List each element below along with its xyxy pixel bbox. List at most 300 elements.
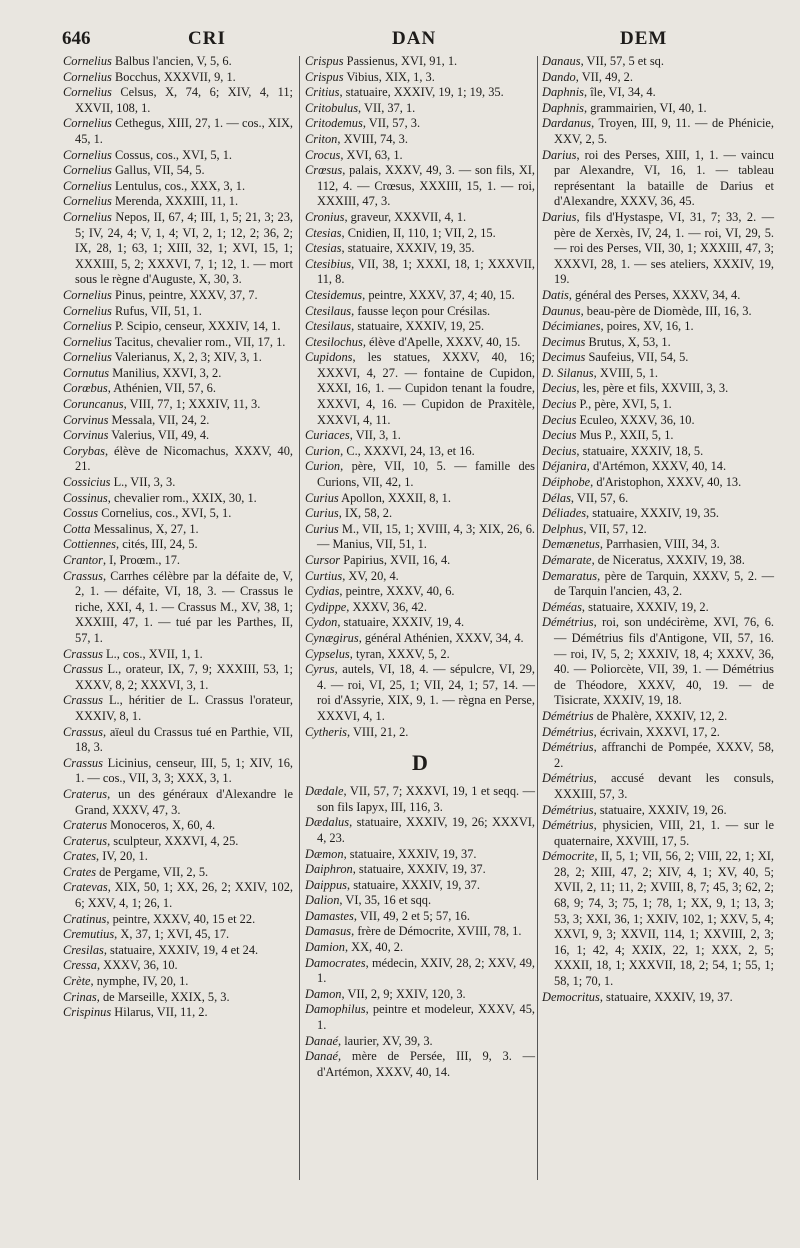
entry-references: Valerianus, X, 2, 3; XIV, 3, 1. xyxy=(111,350,262,365)
index-entry xyxy=(63,475,293,491)
entry-headword: Crassus xyxy=(63,724,103,739)
entry-headword: Cornelius xyxy=(63,287,112,302)
index-entry xyxy=(305,444,535,460)
entry-references: , physicien, VIII, 21, 1. — sur le quaternaire, XXVIII, 17, 5. xyxy=(554,818,774,848)
entry-references: , XX, 40, 2. xyxy=(344,940,404,955)
entry-headword: Cynægirus xyxy=(305,630,359,645)
entry-headword: Cremutius xyxy=(63,927,115,942)
entry-references: Cornelius, cos., XVI, 5, 1. xyxy=(98,506,232,521)
entry-headword: Danaé xyxy=(305,1033,339,1048)
index-entry xyxy=(63,849,293,865)
entry-headword: Democritus xyxy=(542,989,600,1004)
index-entry xyxy=(305,1002,535,1033)
entry-headword: Déliades xyxy=(542,506,587,521)
entry-references: Balbus l'ancien, V, 5, 6. xyxy=(111,54,232,68)
entry-references: , peintre, XXXV, 40, 6. xyxy=(339,584,455,599)
entry-headword: Dando xyxy=(542,69,576,84)
entry-references: , sculpteur, XXXVI, 4, 25. xyxy=(107,833,239,848)
entry-headword: Demaratus xyxy=(542,568,598,583)
index-entry xyxy=(63,163,293,179)
entry-headword: Cypselus xyxy=(305,646,350,661)
index-entry xyxy=(305,85,535,101)
entry-references: , cités, III, 24, 5. xyxy=(116,537,198,552)
entry-headword: Crates xyxy=(63,864,97,879)
entry-references: , de Niceratus, XXXIV, 19, 38. xyxy=(591,553,745,567)
index-entry xyxy=(542,335,774,351)
column-rule-right xyxy=(537,56,538,1180)
index-entry xyxy=(305,116,535,132)
entry-headword: Cornelius xyxy=(63,209,112,224)
index-entry xyxy=(542,70,774,86)
entry-headword: Cyrus xyxy=(305,662,335,677)
entry-references: , VII, 57, 6. xyxy=(570,490,629,505)
index-entry xyxy=(305,54,535,70)
entry-references: , VIII, 21, 2. xyxy=(347,724,409,739)
entry-references: , Troyen, III, 9, 11. — de Phénicie, XXV, 2, 5. xyxy=(554,116,774,146)
entry-headword: Démétrius xyxy=(542,802,594,817)
entry-headword: Démétrius xyxy=(542,818,594,833)
entry-headword: Cornelius xyxy=(63,69,112,84)
index-entry xyxy=(63,491,293,507)
entry-headword: Damion xyxy=(305,940,345,955)
entry-references: Cethegus, XIII, 27, 1. — cos., XIX, 45, 1. xyxy=(75,116,293,146)
entry-references: , VII, 2, 9; XXIV, 120, 3. xyxy=(341,986,466,1001)
entry-references: Vibius, XIX, 1, 3. xyxy=(343,69,435,84)
entry-references: M., VII, 15, 1; XVIII, 4, 3; XIX, 26, 6. — Manius, VII, 51, 1. xyxy=(317,521,535,552)
index-entry xyxy=(63,350,293,366)
entry-references: Cossus, cos., XVI, 5, 1. xyxy=(111,147,233,162)
entry-headword: Crassus xyxy=(63,693,103,708)
index-entry xyxy=(542,506,774,522)
index-entry xyxy=(305,784,535,815)
index-entry xyxy=(542,600,774,616)
entry-references: Eculeo, XXXV, 36, 10. xyxy=(576,412,695,427)
index-entry xyxy=(63,366,293,382)
entry-headword: Démocrite xyxy=(542,849,595,864)
entry-references: Hilarus, VII, 11, 2. xyxy=(111,1005,208,1020)
index-entry xyxy=(542,413,774,429)
entry-references: , palais, XXXV, 49, 3. — son fils, XI, 112, 4. — Crœsus, XXXIII, 15, 1. — roi, XXXIII, 47, 3. xyxy=(317,163,535,209)
entry-references: , X, 37, 1; XVI, 45, 17. xyxy=(114,927,230,942)
entry-references: , médecin, XXIV, 28, 2; XXV, 49, 1. xyxy=(317,955,535,986)
entry-references: , statuaire, XXXIV, 18, 5. xyxy=(576,443,704,458)
entry-headword: Cornelius xyxy=(63,85,112,100)
entry-headword: Curiaces xyxy=(305,428,350,443)
entry-headword: Cratinus xyxy=(63,911,107,926)
entry-headword: Decimus xyxy=(542,350,586,365)
index-entry xyxy=(542,725,774,741)
index-entry xyxy=(63,210,293,288)
entry-references: , statuaire, XXXIV, 19, 25. xyxy=(351,319,485,334)
entry-references: , d'Aristophon, XXXV, 40, 13. xyxy=(590,475,742,490)
entry-references: L., orateur, IX, 7, 9; XXXIII, 53, 1; XXXV, 8, 2; XXXVI, 3, 1. xyxy=(75,662,293,692)
entry-headword: Corybas xyxy=(63,443,105,458)
index-entry xyxy=(542,803,774,819)
entry-headword: Critius xyxy=(305,85,340,100)
entry-references: Tacitus, chevalier rom., VII, 17, 1. xyxy=(111,334,286,349)
header-center-word: DAN xyxy=(392,28,437,49)
entry-headword: Decius xyxy=(542,397,577,412)
entry-headword: Démétrius xyxy=(542,724,594,739)
entry-headword: Cupidons xyxy=(305,350,353,365)
entry-headword: Déiphobe xyxy=(542,475,591,490)
index-entry xyxy=(305,615,535,631)
entry-references: P. Scipio, censeur, XXXIV, 14, 1. xyxy=(111,319,281,334)
column-1 xyxy=(63,54,293,1021)
entry-references: , VII, 57, 12. xyxy=(583,521,647,536)
entry-headword: Déjanira xyxy=(542,459,587,474)
index-entry xyxy=(542,288,774,304)
index-entry xyxy=(305,600,535,616)
entry-headword: Crassus xyxy=(63,662,103,677)
entry-references: , Cnidien, II, 110, 1; VII, 2, 15. xyxy=(341,225,496,240)
index-entry xyxy=(305,350,535,428)
index-entry xyxy=(542,615,774,709)
entry-references: , statuaire, XXXIV, 19, 35. xyxy=(586,506,719,521)
entry-references: P., père, XVI, 5, 1. xyxy=(576,397,672,412)
entry-references: , statuaire, XXXIV, 19, 26. xyxy=(593,802,727,817)
entry-headword: Damophilus xyxy=(305,1002,366,1017)
entry-headword: Crassus xyxy=(63,755,103,770)
entry-references: Lentulus, cos., XXX, 3, 1. xyxy=(111,178,246,193)
index-entry xyxy=(63,834,293,850)
entry-references: , accusé devant les consuls, XXXIII, 57, 3. xyxy=(554,771,774,801)
entry-headword: Délas xyxy=(542,490,571,505)
entry-references: Saufeius, VII, 54, 5. xyxy=(585,350,689,365)
index-entry xyxy=(63,958,293,974)
index-entry xyxy=(542,569,774,600)
entry-references: , un des généraux d'Alexandre le Grand, XXXV, 47, 3. xyxy=(75,786,293,817)
entry-references: , XV, 20, 4. xyxy=(342,568,399,583)
index-entry xyxy=(305,584,535,600)
entry-headword: Cressa xyxy=(63,958,97,973)
column-2 xyxy=(305,54,535,1080)
entry-references: , fausse leçon pour Crésilas. xyxy=(351,303,491,318)
entry-references: , statuaire, XXXIV, 19, 26; XXXVI, 4, 23. xyxy=(317,815,535,845)
entry-references: , fils d'Hystaspe, VI, 31, 7; 33, 2. — père de Xerxès, IV, 24, 1. — roi, VI, 29, 5. — roi des Perses, VII, 30, 1; XXXIII, 47, 3; XXXVI, 28, 1. — ses ateliers, XXXIV, 19, 19. xyxy=(554,209,774,287)
entry-headword: Démétrius xyxy=(542,615,594,630)
entry-headword: Cronius xyxy=(305,209,345,224)
entry-references: , laurier, XV, 39, 3. xyxy=(338,1033,433,1048)
index-entry xyxy=(305,987,535,1003)
entry-headword: Craterus xyxy=(63,833,108,848)
entry-references: , Carrhes célèbre par la défaite de, V, 2, 1. — défaite, VI, 18, 3. — Crassus le riche, XXI, 4, 1. — Crassus M., XV, 38, 1; XXXIII, 47, 1. — tué par les Parthes, II, 57, 1. xyxy=(75,568,293,645)
index-entry xyxy=(542,428,774,444)
index-entry xyxy=(63,506,293,522)
entry-references: , mère de Persée, III, 9, 3. — d'Artémon, XXXV, 40, 14. xyxy=(317,1049,535,1079)
entry-headword: Craterus xyxy=(63,818,108,833)
index-entry xyxy=(542,210,774,288)
entry-headword: Cossicius xyxy=(63,475,111,490)
index-entry xyxy=(63,1005,293,1021)
entry-references: , élève de Nicomachus, XXXV, 40, 21. xyxy=(75,443,293,474)
entry-references: , frère de Démocrite, XVIII, 78, 1. xyxy=(351,924,522,939)
column-2-entries-d xyxy=(305,784,535,1080)
index-entry xyxy=(305,132,535,148)
entry-references: Manilius, XXVI, 3, 2. xyxy=(109,365,222,380)
entry-headword: Daiphron xyxy=(305,862,353,877)
index-entry xyxy=(542,381,774,397)
entry-headword: Decius xyxy=(542,443,577,458)
index-entry xyxy=(542,537,774,553)
index-entry xyxy=(305,956,535,987)
index-entry xyxy=(305,815,535,846)
entry-headword: Corœbus xyxy=(63,381,108,396)
page-number: 646 xyxy=(62,28,91,49)
entry-headword: Cursor xyxy=(305,553,341,567)
entry-references: , IV, 20, 1. xyxy=(96,849,148,864)
index-entry xyxy=(542,54,774,70)
entry-references: , élève d'Apelle, XXXV, 40, 15. xyxy=(362,334,521,349)
index-entry xyxy=(305,847,535,863)
entry-references: Merenda, XXXIII, 11, 1. xyxy=(111,194,239,209)
index-entry xyxy=(63,522,293,538)
index-entry xyxy=(542,771,774,802)
entry-headword: Criton xyxy=(305,131,338,146)
entry-headword: Démétrius xyxy=(542,740,594,755)
entry-references: Bocchus, XXXVII, 9, 1. xyxy=(111,69,236,84)
entry-references: , VII, 57, 5 et sq. xyxy=(580,54,664,68)
entry-headword: Cornelius xyxy=(63,147,112,162)
index-entry xyxy=(305,319,535,335)
index-entry xyxy=(542,148,774,210)
index-entry xyxy=(542,319,774,335)
index-entry xyxy=(305,647,535,663)
entry-references: Nepos, II, 67, 4; III, 1, 5; 21, 3; 23, 5; IV, 24, 4; V, 1, 4; VI, 2, 1; 12, 2; 36, 2; IX, 28, 1; 63, 1; XIII, 32, 1; XVI, 15, 1; XXXIII, 5, 2; XXXVI, 7, 1; 12, 1. — mort sous le règne d'Auguste, X, 30, 3. xyxy=(75,209,293,287)
index-entry xyxy=(63,974,293,990)
index-entry xyxy=(63,553,293,569)
index-entry xyxy=(63,397,293,413)
index-entry xyxy=(305,878,535,894)
entry-references: , VII, 49, 2 et 5; 57, 16. xyxy=(353,908,470,923)
entry-references: , graveur, XXXVII, 4, 1. xyxy=(344,209,467,224)
index-entry xyxy=(305,428,535,444)
entry-headword: Cottiennes xyxy=(63,537,116,552)
entry-references: , général des Perses, XXXV, 34, 4. xyxy=(568,287,741,302)
entry-references: , grammairien, VI, 40, 1. xyxy=(584,100,707,115)
index-entry xyxy=(305,569,535,585)
index-entry xyxy=(305,210,535,226)
index-entry xyxy=(63,693,293,724)
entry-headword: Crète xyxy=(63,974,91,989)
entry-references: , de Marseille, XXIX, 5, 3. xyxy=(96,989,230,1004)
entry-references: , peintre, XXXV, 37, 4; 40, 15. xyxy=(362,287,515,302)
entry-references: , VII, 38, 1; XXXI, 18, 1; XXXVII, 11, 8. xyxy=(317,256,535,287)
index-entry xyxy=(305,335,535,351)
entry-references: L., héritier de L. Crassus l'orateur, XXXIV, 8, 1. xyxy=(75,693,293,723)
entry-references: , écrivain, XXXVI, 17, 2. xyxy=(593,724,720,739)
entry-references: Licinius, censeur, III, 5, 1; XIV, 16, 1. — cos., VII, 3, 3; XXX, 3, 1. xyxy=(75,755,293,786)
entry-headword: Decius xyxy=(542,381,577,396)
index-entry xyxy=(63,818,293,834)
entry-references: , XVIII, 74, 3. xyxy=(337,131,408,146)
entry-headword: Dalion xyxy=(305,893,340,908)
index-entry xyxy=(305,226,535,242)
entry-headword: Daphnis xyxy=(542,100,584,115)
entry-headword: Ctesibius xyxy=(305,256,352,271)
index-entry xyxy=(542,116,774,147)
entry-headword: Cornelius xyxy=(63,194,112,209)
index-entry xyxy=(63,179,293,195)
entry-references: , les, père et fils, XXVIII, 3, 3. xyxy=(576,381,729,396)
entry-headword: Cratevas xyxy=(63,880,108,895)
entry-references: , peintre et modeleur, XXXV, 45, 1. xyxy=(317,1002,535,1033)
entry-references: Rufus, VII, 51, 1. xyxy=(111,303,202,318)
index-entry xyxy=(305,553,535,569)
index-entry xyxy=(63,880,293,911)
entry-headword: Dædalus xyxy=(305,815,350,830)
index-entry xyxy=(305,70,535,86)
entry-references: Pinus, peintre, XXXV, 37, 7. xyxy=(111,287,258,302)
index-entry xyxy=(542,553,774,569)
index-entry xyxy=(305,288,535,304)
index-entry xyxy=(542,304,774,320)
entry-headword: Cornelius xyxy=(63,350,112,365)
header-right-word: DEM xyxy=(620,28,668,49)
column-rule-left xyxy=(299,56,300,1180)
index-entry xyxy=(305,893,535,909)
entry-references: , statuaire, XXXIV, 19, 1; 19, 35. xyxy=(339,85,504,100)
entry-references: , statuaire, XXXIV, 19, 4 et 24. xyxy=(103,942,259,957)
entry-headword: Curtius xyxy=(305,568,343,583)
entry-references: , affranchi de Pompée, XXXV, 58, 2. xyxy=(554,740,774,770)
entry-references: , père, VII, 10, 5. — famille des Curions, VII, 42, 1. xyxy=(317,459,535,490)
index-entry xyxy=(63,943,293,959)
entry-references: Brutus, X, 53, 1. xyxy=(585,334,671,349)
index-entry xyxy=(63,54,293,70)
entry-references: , VIII, 77, 1; XXXIV, 11, 3. xyxy=(123,397,261,412)
index-entry xyxy=(542,475,774,491)
index-entry xyxy=(63,319,293,335)
entry-headword: Crispus xyxy=(305,54,344,68)
entry-references: , VII, 49, 2. xyxy=(575,69,633,84)
entry-references: , autels, VI, 18, 4. — sépulcre, VI, 29, 4. — roi, VI, 25, 1; VII, 24, 1; 57, 14. — roi d'Assyrie, XIX, 9, 1. — règna en Perse, XXXVI, 4, 1. xyxy=(317,662,535,723)
entry-headword: Danaé xyxy=(305,1049,339,1064)
entry-headword: Damocrates xyxy=(305,955,366,970)
entry-headword: Ctesidemus xyxy=(305,287,363,302)
entry-references: , XVI, 63, 1. xyxy=(340,147,403,162)
entry-references: , beau-père de Diomède, III, 16, 3. xyxy=(580,303,752,318)
entry-headword: Curion xyxy=(305,459,341,474)
entry-headword: Crantor xyxy=(63,553,103,567)
entry-references: , XVIII, 5, 1. xyxy=(593,365,658,380)
entry-headword: Démétrius xyxy=(542,708,594,723)
index-entry xyxy=(542,366,774,382)
entry-references: , poires, XV, 16, 1. xyxy=(600,319,694,334)
entry-headword: Dædale xyxy=(305,784,344,799)
index-entry xyxy=(305,909,535,925)
entry-headword: Daippus xyxy=(305,877,347,892)
entry-references: Mus P., XXII, 5, 1. xyxy=(576,428,674,443)
entry-headword: Corvinus xyxy=(63,428,109,443)
index-entry xyxy=(63,413,293,429)
index-entry xyxy=(305,631,535,647)
entry-headword: Darius xyxy=(542,209,577,224)
entry-headword: Démarate xyxy=(542,553,592,567)
index-entry xyxy=(63,428,293,444)
entry-headword: Damasus xyxy=(305,924,352,939)
entry-references: Passienus, XVI, 91, 1. xyxy=(343,54,458,68)
entry-headword: Ctesias xyxy=(305,241,342,256)
index-entry xyxy=(305,940,535,956)
entry-headword: Cydon xyxy=(305,615,338,630)
index-entry xyxy=(542,740,774,771)
entry-headword: Cornelius xyxy=(63,319,112,334)
entry-references: de Pergame, VII, 2, 5. xyxy=(96,864,209,879)
entry-references: , VII, 37, 1. xyxy=(358,100,416,115)
entry-headword: Décimianes xyxy=(542,319,601,334)
entry-headword: Dardanus xyxy=(542,116,592,131)
entry-headword: Daphnis xyxy=(542,85,584,100)
entry-references: , roi, son undécirème, XVI, 76, 6. — Démétrius fils d'Antigone, VII, 57, 16. — roi, IV, 5, 2; XXXIV, 18, 4; XXXV, 36, 40. — Poliorcète, VII, 39, 1. — Démétrius de Théodore, XXXV, 40, 19. — de Tisicrate, XXXIV, 19, 18. xyxy=(554,615,774,708)
entry-references: , les statues, XXXV, 40, 16; XXXVI, 4, 27. — fontaine de Cupidon, XXXI, 16, 1. — Cupidon tenant la foudre, XXXVI, 4, 16. — Cupidon de Praxitèle, XXXVI, 4, 11. xyxy=(317,350,535,427)
entry-headword: Déméas xyxy=(542,599,582,614)
index-entry xyxy=(63,537,293,553)
index-entry xyxy=(63,194,293,210)
entry-references: , statuaire, XXXIV, 19, 37. xyxy=(343,846,477,861)
entry-headword: Dæmon xyxy=(305,846,344,861)
index-entry xyxy=(305,304,535,320)
index-entry xyxy=(63,647,293,663)
index-entry xyxy=(542,818,774,849)
index-entry xyxy=(305,491,535,507)
index-entry xyxy=(542,397,774,413)
entry-headword: Démétrius xyxy=(542,771,594,786)
index-entry xyxy=(63,148,293,164)
entry-headword: Decius xyxy=(542,412,577,427)
entry-headword: Ctesilochus xyxy=(305,334,363,349)
index-entry xyxy=(542,491,774,507)
entry-references: , C., XXXVI, 24, 13, et 16. xyxy=(340,443,475,458)
index-entry xyxy=(305,459,535,490)
entry-references: Messala, VII, 24, 2. xyxy=(108,412,210,427)
entry-headword: Curion xyxy=(305,443,341,458)
index-entry xyxy=(305,148,535,164)
index-entry xyxy=(305,1034,535,1050)
index-entry xyxy=(542,849,774,989)
entry-references: , île, VI, 34, 4. xyxy=(584,85,656,100)
index-entry xyxy=(305,662,535,724)
entry-references: , Athénien, VII, 57, 6. xyxy=(107,381,216,396)
entry-headword: Curius xyxy=(305,521,339,536)
entry-headword: Ctesilaus xyxy=(305,303,352,318)
entry-references: , statuaire, XXXIV, 19, 4. xyxy=(337,615,465,630)
index-entry xyxy=(305,924,535,940)
index-entry xyxy=(305,257,535,288)
entry-headword: Cornelius xyxy=(63,303,112,318)
entry-references: , statuaire, XXXIV, 19, 37. xyxy=(352,862,486,877)
entry-headword: Decimus xyxy=(542,334,586,349)
entry-headword: Cornelius xyxy=(63,54,112,68)
entry-headword: Cresilas xyxy=(63,942,104,957)
entry-references: , XXXV, 36, 10. xyxy=(96,958,178,973)
index-entry xyxy=(63,304,293,320)
entry-references: de Phalère, XXXIV, 12, 2. xyxy=(593,708,728,723)
running-header xyxy=(62,28,752,54)
index-entry xyxy=(542,350,774,366)
index-entry xyxy=(63,865,293,881)
entry-references: , VII, 57, 3. xyxy=(362,116,421,131)
entry-references: Monoceros, X, 60, 4. xyxy=(107,818,216,833)
entry-headword: Darius xyxy=(542,147,577,162)
entry-headword: Damastes xyxy=(305,908,354,923)
entry-references: , IX, 58, 2. xyxy=(338,506,393,521)
entry-references: , II, 5, 1; VII, 56, 2; VIII, 22, 1; XI, 28, 2; XIII, 47, 2; XIV, 4, 1; XV, 40, 5; XVII, 2, 11; 11, 2; XVIII, 8, 7; 45, 3; 62, 2; 68, 9; 74, 3; 75, 1; 78, 1; XX, 9, 1; 13, 3; 53, 3; XXI, 36, 1; XXIV, 102, 1; XXV, 5, 4; XXVI, 9, 3; XXVII, 114, 1; XXVIII, 2, 3; 16, 1; 42, 4; XXIX, 22, 1; XXX, 2, 5; XXXII, 18, 1; XXXVII, 18, 2; 54, 1; 55, 1; 58, 1; 70, 1. xyxy=(554,849,774,989)
column-3 xyxy=(542,54,774,1005)
entry-headword: Danaus xyxy=(542,54,581,68)
index-entry xyxy=(63,70,293,86)
index-entry xyxy=(542,522,774,538)
